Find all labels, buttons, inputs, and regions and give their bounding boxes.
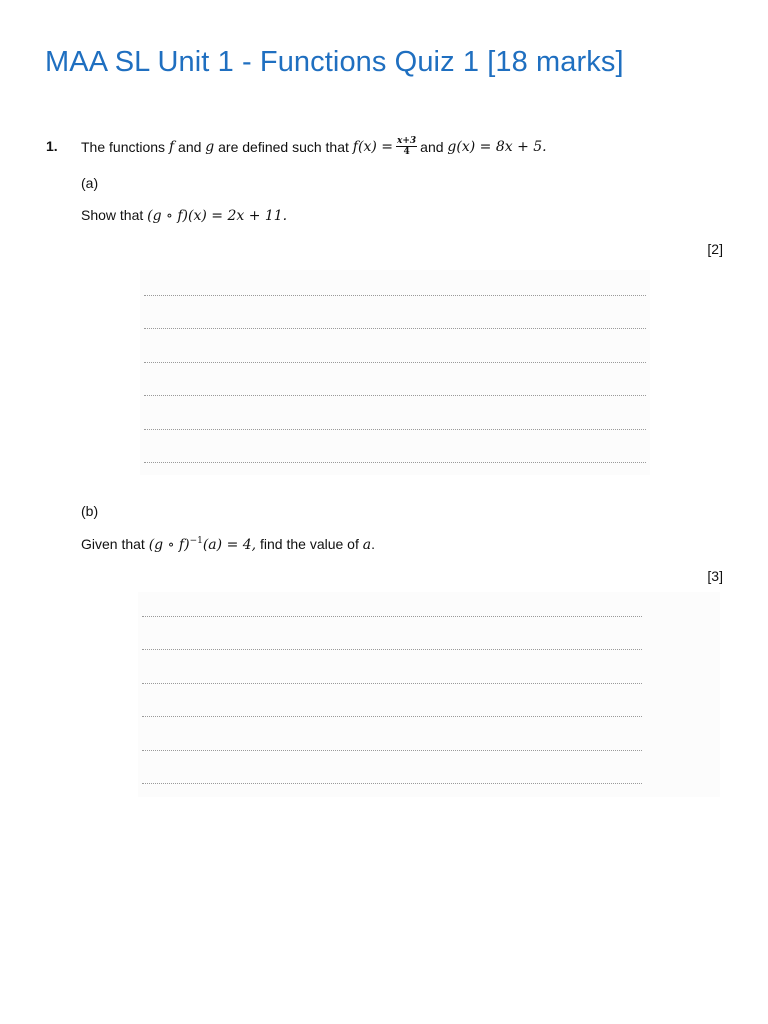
answer-line bbox=[144, 295, 646, 296]
g-symbol: g bbox=[205, 138, 215, 155]
part-b-prefix: Given that bbox=[81, 536, 145, 552]
f-fraction-numerator: x+3 bbox=[396, 136, 417, 146]
f-fraction-denominator: 4 bbox=[403, 147, 410, 157]
answer-line bbox=[144, 429, 646, 430]
answer-line bbox=[144, 362, 646, 363]
answer-line bbox=[142, 683, 642, 684]
answer-line bbox=[142, 616, 642, 617]
part-b-suffix: find the value of bbox=[260, 536, 359, 552]
part-b-answer-area[interactable] bbox=[138, 592, 720, 797]
part-a-prefix: Show that bbox=[81, 207, 144, 223]
part-a-answer-area[interactable] bbox=[140, 270, 650, 475]
part-a-text bbox=[81, 207, 287, 224]
page-title: MAA SL Unit 1 - Functions Quiz 1 [18 marks] bbox=[45, 46, 624, 78]
answer-line bbox=[142, 783, 642, 784]
part-b-end: . bbox=[371, 536, 375, 552]
part-a-label: (a) bbox=[81, 175, 99, 191]
part-b-expression-b: (a) = 4, bbox=[202, 537, 257, 553]
stem-mid: are defined such that bbox=[218, 138, 349, 155]
stem-and-2: and bbox=[420, 138, 444, 155]
part-b-marks: [3] bbox=[707, 568, 723, 584]
g-definition: g(x) = 8x + 5. bbox=[447, 138, 547, 155]
answer-line bbox=[144, 462, 646, 463]
stem-and: and bbox=[178, 138, 202, 155]
part-b-variable: a bbox=[362, 537, 372, 553]
stem-prefix: The functions bbox=[81, 138, 166, 155]
answer-line bbox=[142, 649, 642, 650]
answer-line bbox=[144, 395, 646, 396]
part-a-marks: [2] bbox=[707, 241, 723, 257]
f-definition-lhs: f(x) = bbox=[352, 138, 393, 155]
answer-line bbox=[142, 750, 642, 751]
part-b-expression-a: (g ∘ f) bbox=[148, 537, 190, 553]
question-stem bbox=[81, 136, 547, 157]
f-symbol: f bbox=[168, 138, 175, 155]
answer-line bbox=[144, 328, 646, 329]
question-number: 1. bbox=[46, 138, 58, 154]
part-b-inverse-sup: −1 bbox=[189, 536, 203, 546]
part-a-expression: (g ∘ f)(x) = 2x + 11. bbox=[147, 208, 288, 224]
answer-line bbox=[142, 716, 642, 717]
part-b-label: (b) bbox=[81, 503, 99, 519]
part-b-text bbox=[81, 536, 375, 553]
f-fraction bbox=[396, 136, 417, 157]
